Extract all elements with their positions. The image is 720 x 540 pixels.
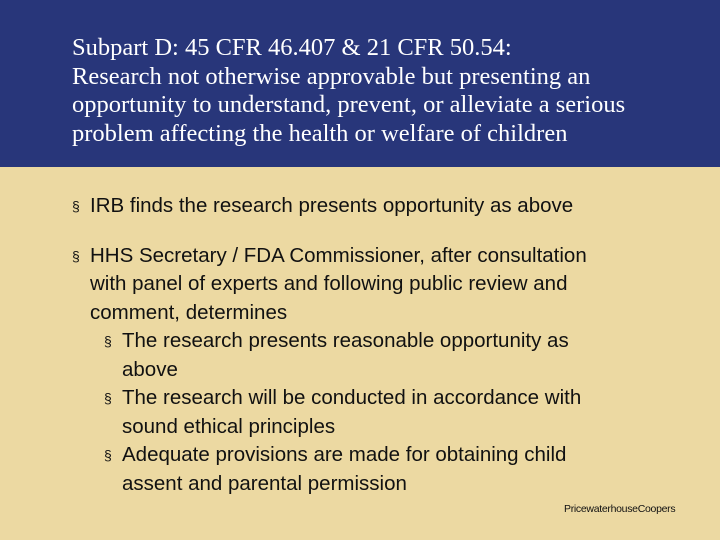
sub-bullet-marker: § [104, 333, 112, 349]
bullet-text: comment, determines [90, 300, 288, 324]
sub-bullet-text: above [122, 357, 178, 381]
sub-bullet-text: assent and parental permission [122, 471, 407, 495]
sub-bullet-item [72, 384, 692, 413]
sub-bullet-continuation [72, 413, 692, 442]
sub-bullet-text: Adequate provisions are made for obtaining child [122, 443, 567, 466]
sub-bullet-text: sound ethical principles [122, 414, 336, 438]
title-line: Subpart D: 45 CFR 46.407 & 21 CFR 50.54: [72, 34, 512, 61]
bullet-text-continuation [72, 270, 692, 299]
sub-bullet-marker: § [104, 447, 112, 463]
bullet-marker: § [72, 247, 80, 264]
bullet-text: with panel of experts and following public review and [90, 272, 568, 295]
slide-title [72, 34, 712, 148]
bullet-item [72, 242, 692, 271]
sub-bullet-marker: § [104, 390, 112, 406]
sub-bullet-item [72, 327, 692, 356]
bullet-text: HHS Secretary / FDA Commissioner, after consultation [90, 243, 587, 267]
company-logo: PricewaterhouseCoopers [564, 503, 676, 515]
title-line: opportunity to understand, prevent, or alleviate a serious [72, 91, 626, 118]
sub-bullet-item [72, 441, 692, 470]
bullet-text: IRB finds the research presents opportunity as above [90, 194, 574, 217]
title-line: Research not otherwise approvable but presenting an [72, 62, 591, 90]
sub-bullet-text: The research presents reasonable opportunity as [122, 329, 569, 352]
bullet-item [72, 192, 692, 221]
title-banner [0, 0, 720, 167]
sub-bullet-continuation [72, 356, 692, 385]
bullet-marker: § [72, 198, 80, 214]
title-line: problem affecting the health or welfare of children [72, 119, 568, 147]
bullet-text-continuation [72, 299, 692, 328]
bullet-list [72, 192, 692, 498]
sub-bullet-text: The research will be conducted in accordance with [122, 386, 582, 409]
sub-bullet-continuation [72, 470, 692, 499]
